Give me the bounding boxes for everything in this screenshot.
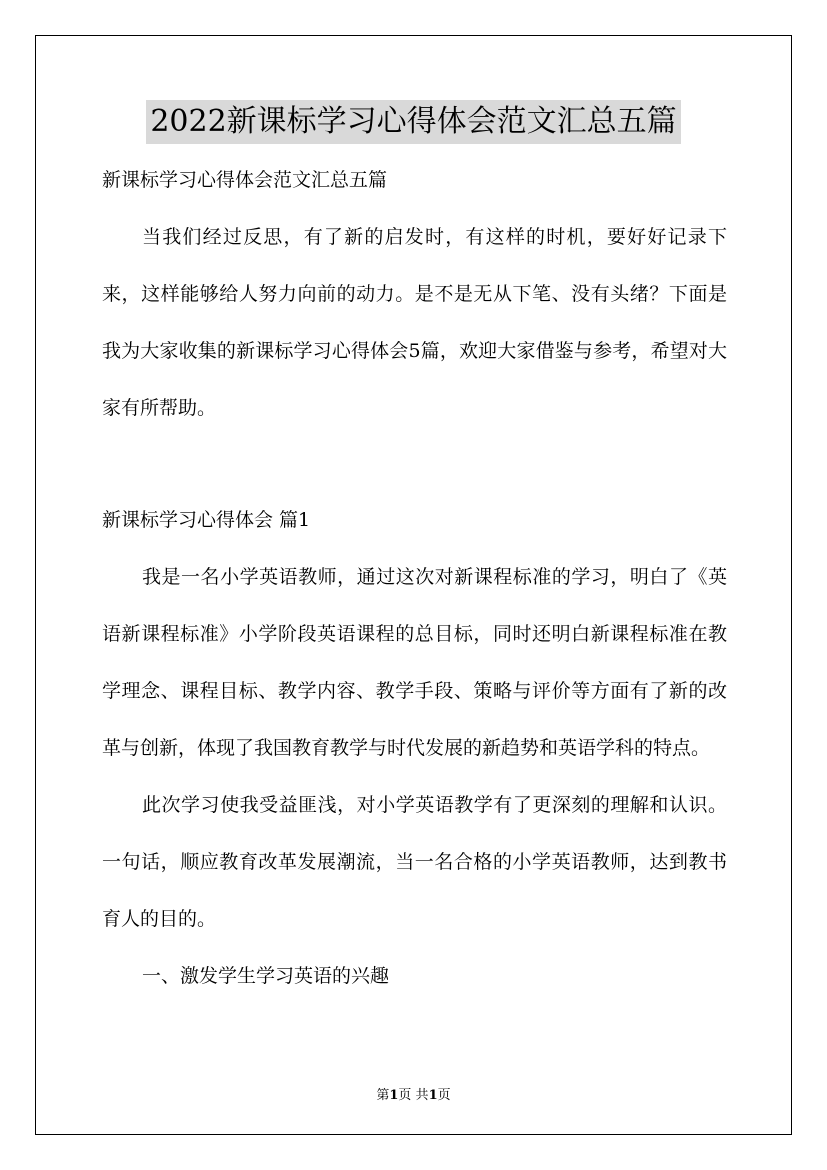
subtitle: 新课标学习心得体会范文汇总五篇 [102,169,388,191]
intro-paragraph: 当我们经过反思，有了新的启发时，有这样的时机，要好好记录下来，这样能够给人努力向前的动力。是不是无从下笔、没有头绪？下面是我为大家收集的新课标学习心得体会5篇，欢迎大家借鉴与参考，希望对大家有所帮助。 [102,226,727,419]
document-body-section1 [102,492,727,1005]
section-subheading: 一、激发学生学习英语的兴趣 [142,965,390,987]
section-heading: 新课标学习心得体会 篇1 [102,509,311,531]
section-paragraph-2: 此次学习使我受益匪浅，对小学英语教学有了更深刻的理解和认识。一句话，顺应教育改革发展潮流，当一名合格的小学英语教师，达到教书育人的目的。 [102,794,727,930]
section-paragraph-1: 我是一名小学英语教师，通过这次对新课程标准的学习，明白了《英语新课程标准》小学阶段英语课程的总目标，同时还明白新课程标准在教学理念、课程目标、教学内容、教学手段、策略与评价等方面有了新的改革与创新，体现了我国教育教学与时代发展的新趋势和英语学科的特点。 [102,566,727,759]
footer-page-total: 1 [428,1088,438,1103]
page-footer [0,1084,827,1103]
footer-prefix: 第 [376,1088,390,1103]
title-container [0,100,827,144]
footer-suffix: 页 [437,1088,451,1103]
document-body-top [102,152,727,437]
footer-mid: 页 共 [398,1088,429,1103]
footer-page-current: 1 [389,1088,399,1103]
document-title: 2022新课标学习心得体会范文汇总五篇 [146,100,680,144]
